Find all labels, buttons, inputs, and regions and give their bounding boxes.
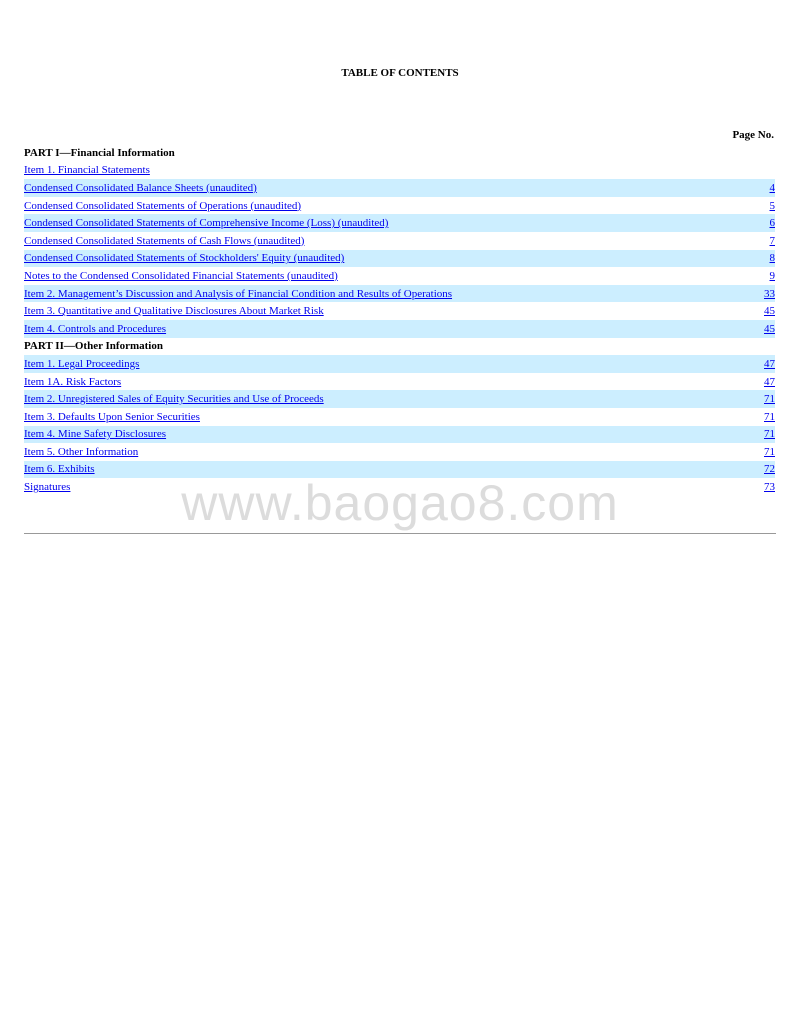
toc-row — [24, 426, 775, 444]
toc-item-link[interactable]: Item 5. Other Information — [24, 445, 139, 458]
toc-row — [24, 443, 775, 461]
toc-item-link[interactable]: Condensed Consolidated Statements of Stockholders' Equity (unaudited) — [24, 252, 345, 265]
toc-item-link[interactable]: Item 2. Management’s Discussion and Analysis of Financial Condition and Results of Operations — [24, 287, 453, 300]
toc-page-number-link[interactable]: 45 — [764, 305, 775, 318]
toc-page-number-link[interactable]: 71 — [764, 428, 775, 441]
page-divider — [24, 533, 776, 534]
toc-item-link[interactable]: Item 3. Defaults Upon Senior Securities — [24, 410, 200, 423]
toc-page-number-link[interactable]: 71 — [764, 393, 775, 406]
part-heading-label: PART II—Other Information — [24, 340, 163, 353]
toc-row — [24, 373, 775, 391]
toc-item-link[interactable]: Item 1. Legal Proceedings — [24, 357, 140, 370]
part-heading-label: PART I—Financial Information — [24, 146, 175, 159]
toc-row — [24, 232, 775, 250]
toc-row — [24, 478, 775, 496]
toc-page-number-link[interactable]: 9 — [769, 269, 775, 282]
toc-item-link[interactable]: Item 4. Controls and Procedures — [24, 322, 167, 335]
toc-row — [24, 285, 775, 303]
toc-row — [24, 250, 775, 268]
toc-row — [24, 179, 775, 197]
toc-item-link[interactable]: Item 2. Unregistered Sales of Equity Securities and Use of Proceeds — [24, 393, 324, 406]
toc-page-number-link[interactable]: 72 — [764, 463, 775, 476]
toc-page-number-link[interactable]: 73 — [764, 481, 775, 494]
toc-row — [24, 197, 775, 215]
toc-item-link[interactable]: Item 1A. Risk Factors — [24, 375, 122, 388]
toc-item-link[interactable]: Item 3. Quantitative and Qualitative Disclosures About Market Risk — [24, 305, 324, 318]
toc-title: TABLE OF CONTENTS — [341, 67, 459, 79]
toc-page-number-link[interactable]: 71 — [764, 445, 775, 458]
toc-item-link[interactable]: Item 4. Mine Safety Disclosures — [24, 428, 167, 441]
toc-item-link[interactable]: Condensed Consolidated Statements of Operations (unaudited) — [24, 199, 302, 212]
page-no-header: Page No. — [732, 129, 774, 141]
toc-row — [24, 162, 775, 180]
toc-page-number-link[interactable]: 47 — [764, 357, 775, 370]
toc-page-number-link[interactable]: 4 — [769, 181, 775, 194]
toc-page-number-link[interactable]: 33 — [764, 287, 775, 300]
toc-row — [24, 302, 775, 320]
toc-page-number-link[interactable]: 47 — [764, 375, 775, 388]
toc-page-number-link[interactable]: 45 — [764, 322, 775, 335]
toc-row — [24, 408, 775, 426]
toc-item-link[interactable]: Notes to the Condensed Consolidated Financial Statements (unaudited) — [24, 269, 338, 282]
toc-part-heading — [24, 338, 775, 356]
toc-row — [24, 214, 775, 232]
toc-item-link[interactable]: Item 1. Financial Statements — [24, 164, 150, 177]
toc-item-link[interactable]: Signatures — [24, 481, 71, 494]
toc-item-link[interactable]: Condensed Consolidated Statements of Comprehensive Income (Loss) (unaudited) — [24, 217, 389, 230]
watermark: www.baogao8.com — [181, 475, 619, 531]
toc-list — [24, 144, 775, 496]
toc-item-link[interactable]: Item 6. Exhibits — [24, 463, 95, 476]
toc-row — [24, 267, 775, 285]
toc-row — [24, 355, 775, 373]
toc-page-number-link[interactable]: 8 — [769, 252, 775, 265]
toc-page-number-link[interactable]: 7 — [769, 234, 775, 247]
toc-page-number-link[interactable]: 6 — [769, 217, 775, 230]
toc-row — [24, 320, 775, 338]
toc-row — [24, 390, 775, 408]
toc-row — [24, 461, 775, 479]
toc-page-number-link[interactable]: 71 — [764, 410, 775, 423]
toc-item-link[interactable]: Condensed Consolidated Balance Sheets (unaudited) — [24, 181, 257, 194]
toc-page-number-link[interactable]: 5 — [769, 199, 775, 212]
toc-item-link[interactable]: Condensed Consolidated Statements of Cash Flows (unaudited) — [24, 234, 305, 247]
toc-part-heading — [24, 144, 775, 162]
